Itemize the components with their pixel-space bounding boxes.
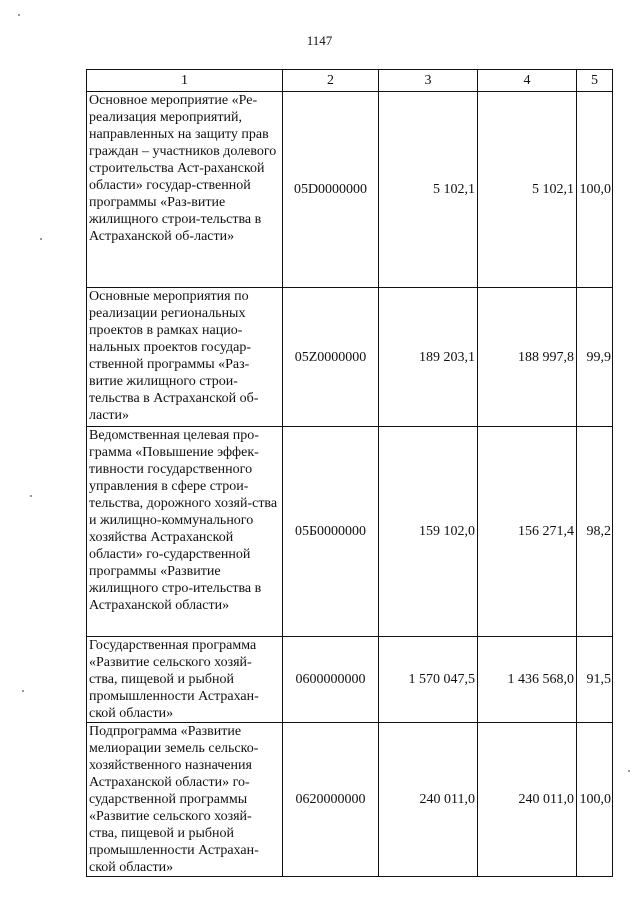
- scan-speck: [30, 495, 32, 497]
- scan-speck: [628, 770, 630, 772]
- scan-speck: [18, 14, 20, 16]
- table-header-row: [87, 70, 613, 92]
- page-number: 1147: [306, 33, 333, 48]
- row-value-5: 91,5: [577, 637, 613, 723]
- row-value-4: 156 271,4: [478, 427, 577, 637]
- row-value-3: 159 102,0: [379, 427, 478, 637]
- row-value-4: 240 011,0: [478, 723, 577, 877]
- row-value-4: 188 997,8: [478, 288, 577, 427]
- row-value-5: 98,2: [577, 427, 613, 637]
- row-name: Государственная программа «Развитие сельского хозяй-ства, пищевой и рыбной промышленности Астрахан-ской области»: [87, 637, 283, 723]
- table-row: [87, 288, 613, 427]
- row-value-5: 100,0: [577, 723, 613, 877]
- row-code: 0600000000: [283, 637, 379, 723]
- table-row: [87, 723, 613, 877]
- row-value-5: 100,0: [577, 92, 613, 288]
- row-value-3: 1 570 047,5: [379, 637, 478, 723]
- column-header-1: 1: [87, 70, 283, 92]
- row-name: Подпрограмма «Развитие мелиорации земель сельско-хозяйственного назначения Астраханской области» го-сударственной программы «Развитие сельского хозяй-ства, пищевой и рыбной промышленности Астрахан-ской области»: [87, 723, 283, 877]
- row-name: Основное мероприятие «Ре-реализация мероприятий, направленных на защиту прав граждан – участников долевого строительства Аст-раханской области» государ-ственной программы «Раз-витие жилищного строи-тельства в Астраханской об-ласти»: [87, 92, 283, 288]
- row-value-4: 5 102,1: [478, 92, 577, 288]
- scan-speck: [40, 238, 42, 240]
- budget-table: [86, 69, 613, 877]
- table-row: [87, 92, 613, 288]
- column-header-4: 4: [478, 70, 577, 92]
- row-code: 05Б0000000: [283, 427, 379, 637]
- row-code: 05D0000000: [283, 92, 379, 288]
- row-value-3: 240 011,0: [379, 723, 478, 877]
- table-row: [87, 637, 613, 723]
- row-value-4: 1 436 568,0: [478, 637, 577, 723]
- column-header-3: 3: [379, 70, 478, 92]
- column-header-2: 2: [283, 70, 379, 92]
- column-header-5: 5: [577, 70, 613, 92]
- row-value-3: 189 203,1: [379, 288, 478, 427]
- row-name: Ведомственная целевая про-грамма «Повышение эффек-тивности государственного управления в сфере строи-тельства, дорожного хозяй-ства и жилищно-коммунального хозяйства Астраханской области» го-сударственной программы «Развитие жилищного стро-ительства в Астраханской области»: [87, 427, 283, 637]
- row-value-5: 99,9: [577, 288, 613, 427]
- row-name: Основные мероприятия по реализации региональных проектов в рамках нацио-нальных проектов государ-ственной программы «Раз-витие жилищного строи-тельства в Астраханской об-ласти»: [87, 288, 283, 427]
- table-row: [87, 427, 613, 637]
- scan-speck: [22, 690, 24, 692]
- row-value-3: 5 102,1: [379, 92, 478, 288]
- row-code: 0620000000: [283, 723, 379, 877]
- row-code: 05Z0000000: [283, 288, 379, 427]
